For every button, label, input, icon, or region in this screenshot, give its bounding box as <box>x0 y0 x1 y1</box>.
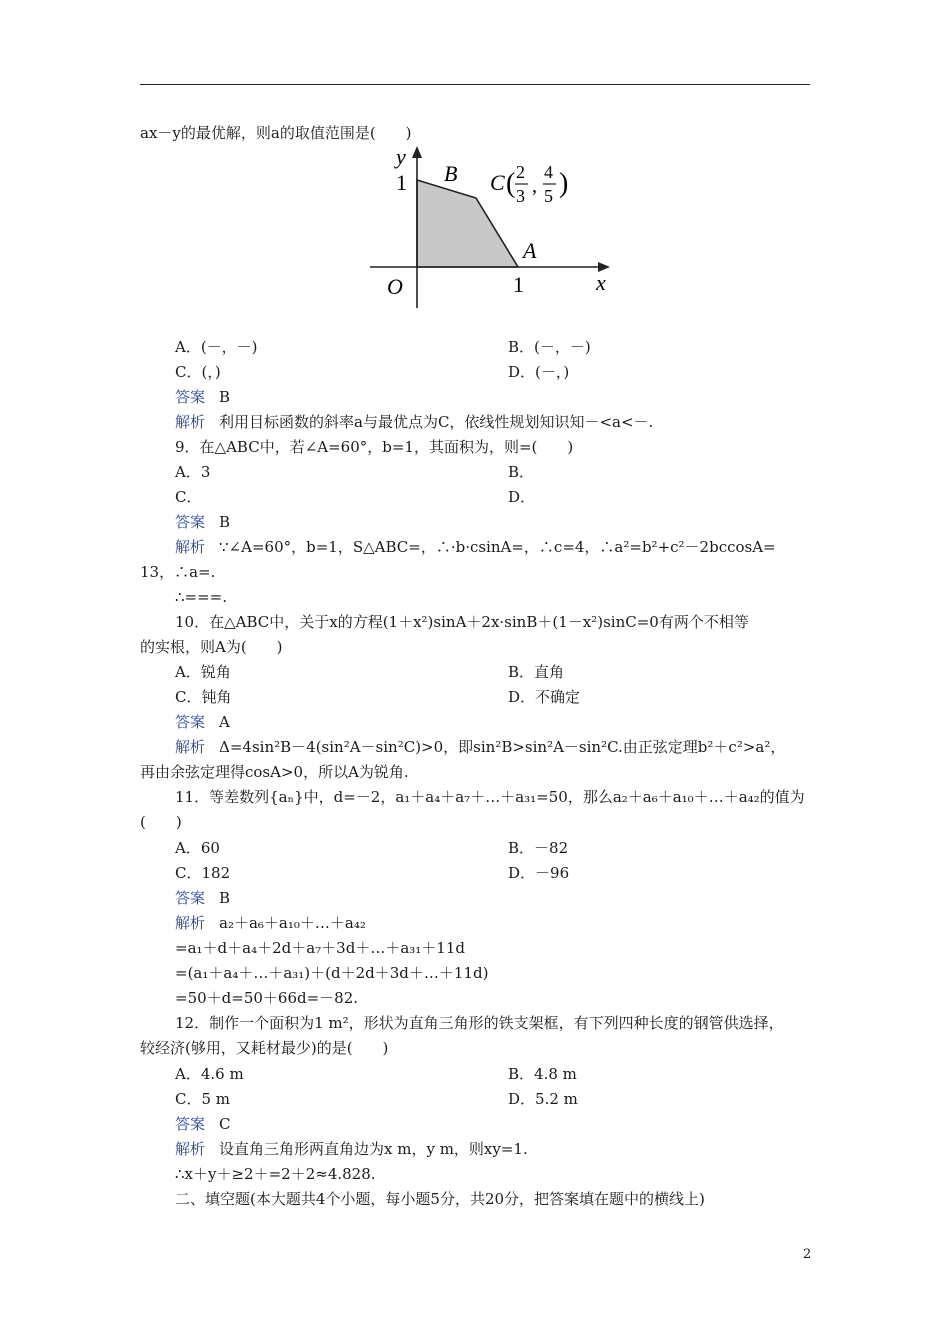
text-line-l9 <box>175 462 210 482</box>
line-text: =a₁＋d＋a₄＋2d＋a₇＋3d＋…＋a₃₁＋11d <box>175 939 465 957</box>
line-text: D．5.2 m <box>508 1090 578 1108</box>
text-line-l10 <box>508 462 534 482</box>
text-line-l25 <box>140 762 409 782</box>
text-line-l24 <box>175 737 785 757</box>
line-text: 9．在△ABC中，若∠A=60°，b=1，其面积为，则=( ) <box>175 438 574 456</box>
text-line-l22 <box>508 687 580 707</box>
point-a-label: A <box>523 238 537 263</box>
line-text: ∵∠A=60°，b=1，S△ABC=，∴·b·csinA=，∴c=4，∴a²=b²+c²－2bccosA= <box>219 538 776 556</box>
text-line-l38 <box>140 1038 388 1058</box>
line-text: ax－y的最优解，则a的取值范围是( ) <box>140 124 412 142</box>
line-text: ( ) <box>140 813 182 831</box>
origin-label: O <box>387 274 403 299</box>
line-text: D．不确定 <box>508 688 581 706</box>
line-text: C．(，) <box>175 363 221 381</box>
line-text: A．4.6 m <box>175 1065 244 1083</box>
text-line-l18 <box>140 637 283 657</box>
text-line-l27 <box>140 812 182 832</box>
line-text: C <box>219 1115 231 1133</box>
text-line-l39 <box>175 1064 244 1084</box>
text-line-l3 <box>508 337 591 357</box>
answer-label: 答案 <box>175 1115 206 1133</box>
analysis-label: 解析 <box>175 738 206 756</box>
point-c-x-denominator: 3 <box>516 186 525 206</box>
line-text: A <box>219 713 230 731</box>
text-line-l17 <box>175 612 749 632</box>
line-text: A．3 <box>175 463 211 481</box>
text-line-l19 <box>175 662 231 682</box>
line-text: ∴x＋y＋≥2＋=2＋2≈4.828. <box>175 1165 376 1183</box>
y-tick-label: 1 <box>396 170 407 195</box>
line-text: D． <box>508 488 536 506</box>
line-text: C．182 <box>175 864 231 882</box>
text-line-l5 <box>508 362 569 382</box>
line-text: ∴===. <box>175 588 228 606</box>
line-text: B．直角 <box>508 663 565 681</box>
line-text: D．－96 <box>508 864 570 882</box>
answer-label: 答案 <box>175 388 206 406</box>
text-line-l2 <box>175 337 258 357</box>
line-text: 的实根，则A为( ) <box>140 638 283 656</box>
line-text: 12．制作一个面积为1 m²，形状为直角三角形的铁支架框，有下列四种长度的钢管供选择， <box>175 1014 784 1032</box>
text-line-l21 <box>175 687 231 707</box>
point-c-x-numerator: 2 <box>516 162 525 182</box>
text-line-l11 <box>175 487 201 507</box>
line-text: =(a₁＋a₄＋…＋a₃₁)＋(d＋2d＋3d＋…＋11d) <box>175 964 489 982</box>
point-c-y-numerator: 4 <box>544 162 553 182</box>
analysis-label: 解析 <box>175 914 206 932</box>
line-text: C．5 m <box>175 1090 231 1108</box>
text-line-l34 <box>175 938 465 958</box>
text-line-l44 <box>175 1139 528 1159</box>
point-b-label: B <box>444 161 458 186</box>
answer-label: 答案 <box>175 513 206 531</box>
line-text: 再由余弦定理得cosA>0，所以A为锐角. <box>140 763 409 781</box>
text-line-l41 <box>175 1089 230 1109</box>
text-line-l7 <box>175 412 653 432</box>
text-line-l46 <box>175 1189 705 1209</box>
line-text: B．－82 <box>508 839 569 857</box>
line-text: 设直角三角形两直角边为x m，y m，则xy=1. <box>219 1140 528 1158</box>
text-line-l36 <box>175 988 358 1008</box>
y-axis-label: y <box>396 144 406 169</box>
point-c-close-paren: ) <box>559 168 569 199</box>
line-text: B．4.8 m <box>508 1065 577 1083</box>
line-text: 较经济(够用，又耗材最少)的是( ) <box>140 1039 389 1057</box>
text-line-l45 <box>175 1164 376 1184</box>
line-text: B．(－，－) <box>508 338 591 356</box>
analysis-label: 解析 <box>175 1140 206 1158</box>
line-text: Δ=4sin²B－4(sin²A－sin²C)>0，即sin²B>sin²A－sin²C.由正弦定理b²＋c²>a²， <box>219 738 786 756</box>
answer-label: 答案 <box>175 713 206 731</box>
line-text: B <box>219 388 231 406</box>
text-line-l43 <box>175 1114 231 1134</box>
line-text: A．60 <box>175 839 220 857</box>
line-text: C． <box>175 488 202 506</box>
text-line-l6 <box>175 387 230 407</box>
line-text: 11．等差数列{aₙ}中，d=－2，a₁＋a₄＋a₇＋…＋a₃₁=50，那么a₂＋a₆＋a₁₀＋…＋a₄₂的值为 <box>175 788 805 806</box>
text-line-l40 <box>508 1064 577 1084</box>
line-text: B <box>219 889 231 907</box>
text-line-l4 <box>175 362 221 382</box>
page-number: 2 <box>803 1247 812 1262</box>
point-c-letter: C <box>490 170 505 195</box>
line-text: =50＋d=50＋66d=－82. <box>175 989 359 1007</box>
line-text: 利用目标函数的斜率a与最优点为C，依线性规划知识知－<a<－. <box>219 413 654 431</box>
text-line-l35 <box>175 963 488 983</box>
point-c-y-denominator: 5 <box>544 186 553 206</box>
point-c-label <box>490 162 568 206</box>
line-text: A．锐角 <box>175 663 231 681</box>
x-axis-label: x <box>596 270 606 295</box>
point-c-comma: , <box>532 175 537 197</box>
analysis-label: 解析 <box>175 538 206 556</box>
text-line-l12 <box>508 487 535 507</box>
text-line-l23 <box>175 712 230 732</box>
text-line-l32 <box>175 888 230 908</box>
header-rule <box>140 84 810 85</box>
text-line-l37 <box>175 1013 784 1033</box>
text-line-l16 <box>175 587 227 607</box>
text-line-l30 <box>175 863 230 883</box>
text-line-l28 <box>175 838 220 858</box>
text-line-l14 <box>175 537 776 557</box>
line-text: B <box>219 513 231 531</box>
line-text: A．(－，－) <box>175 338 258 356</box>
text-line-l13 <box>175 512 230 532</box>
text-line-l31 <box>508 863 569 883</box>
line-text: C．钝角 <box>175 688 232 706</box>
text-line-l15 <box>140 562 215 582</box>
text-line-l33 <box>175 913 366 933</box>
answer-label: 答案 <box>175 889 206 907</box>
line-text: a₂＋a₆＋a₁₀＋…＋a₄₂ <box>219 914 366 932</box>
line-text: D．(－，) <box>508 363 570 381</box>
text-line-l26 <box>175 787 805 807</box>
line-text: B． <box>508 463 535 481</box>
y-axis-arrow-icon <box>412 146 422 158</box>
text-line-l8 <box>175 437 573 457</box>
analysis-label: 解析 <box>175 413 206 431</box>
feasible-region-diagram <box>360 140 620 315</box>
feasible-region-figure <box>360 140 620 315</box>
x-tick-label: 1 <box>513 272 524 297</box>
point-c-open-paren: ( <box>506 168 516 199</box>
line-text: 10．在△ABC中，关于x的方程(1＋x²)sinA＋2x·sinB＋(1－x²)sinC=0有两个不相等 <box>175 613 749 631</box>
text-line-l42 <box>508 1089 578 1109</box>
text-line-l20 <box>508 662 564 682</box>
line-text: 二、填空题(本大题共4个小题，每小题5分，共20分，把答案填在题中的横线上) <box>175 1190 705 1208</box>
text-line-l29 <box>508 838 568 858</box>
line-text: 13，∴a=. <box>140 563 216 581</box>
